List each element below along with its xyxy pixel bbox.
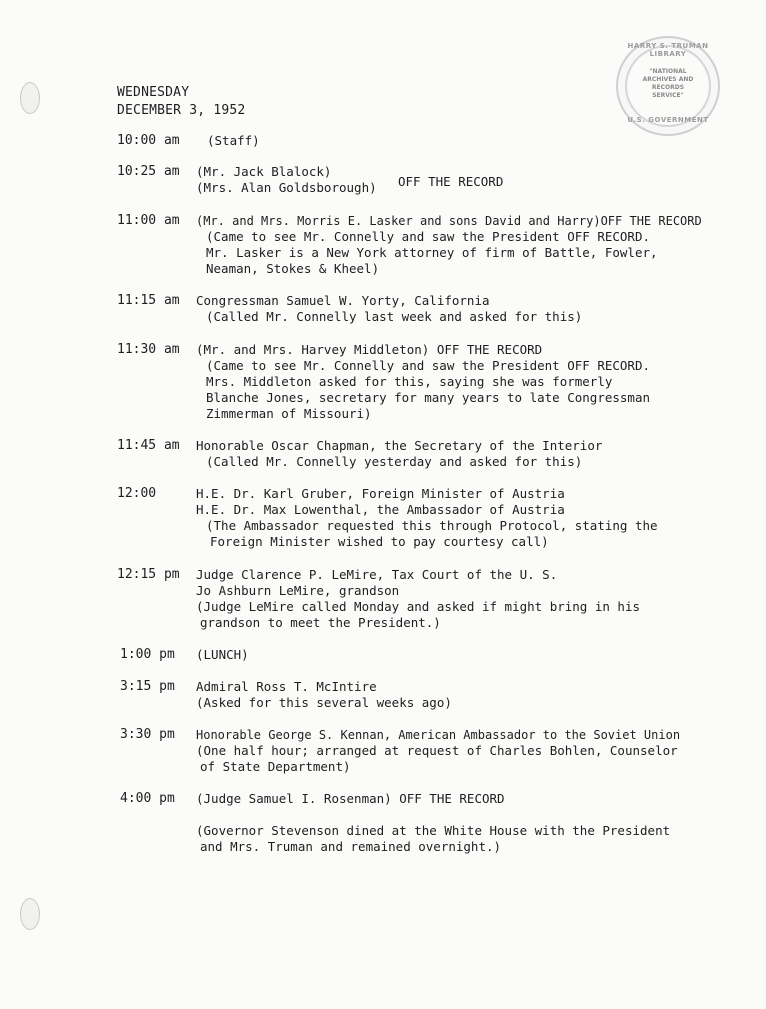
entry-line: (Called Mr. Connelly yesterday and asked for this) <box>206 454 583 469</box>
entry-line: Foreign Minister wished to pay courtesy call) <box>210 534 549 549</box>
entry-line: Honorable George S. Kennan, American Ambassador to the Soviet Union <box>196 728 681 742</box>
entry-line: (LUNCH) <box>196 647 249 662</box>
note-line: and Mrs. Truman and remained overnight.) <box>200 839 502 854</box>
entry-line: grandson to meet the President.) <box>200 615 441 630</box>
entry-time: 12:00 <box>117 486 157 501</box>
entry-line: (Mrs. Alan Goldsborough) <box>196 180 377 195</box>
entry-line: H.E. Dr. Karl Gruber, Foreign Minister of Austria <box>196 486 565 501</box>
entry-line: Zimmerman of Missouri) <box>206 406 372 421</box>
entry-time: 1:00 pm <box>120 647 175 662</box>
stamp-bottom-text: U.S. GOVERNMENT <box>627 116 709 124</box>
entry-time: 11:00 am <box>117 213 180 228</box>
entry-line: (Mr. and Mrs. Harvey Middleton) OFF THE RECORD <box>196 342 543 357</box>
off-record-tag: OFF THE RECORD <box>398 174 504 189</box>
entry-time: 4:00 pm <box>120 791 175 806</box>
punch-hole <box>20 898 40 930</box>
stamp-ring-text: HARRY S. TRUMAN LIBRARY <box>627 42 709 58</box>
entry-line: Congressman Samuel W. Yorty, California <box>196 293 490 308</box>
entry-time: 3:30 pm <box>120 727 175 742</box>
entry-line: Jo Ashburn LeMire, grandson <box>196 583 400 598</box>
punch-hole <box>20 82 40 114</box>
day-label: WEDNESDAY <box>117 85 190 100</box>
entry-line: H.E. Dr. Max Lowenthal, the Ambassador of Austria <box>196 502 565 517</box>
entry-line: (Judge LeMire called Monday and asked if might bring in his <box>196 599 641 614</box>
entry-time: 11:30 am <box>117 342 180 357</box>
entry-line: (Came to see Mr. Connelly and saw the President OFF RECORD. <box>206 358 651 373</box>
entry-line: (Mr. and Mrs. Morris E. Lasker and sons David and Harry)OFF THE RECORD <box>196 214 702 228</box>
entry-line: (Judge Samuel I. Rosenman) OFF THE RECORD <box>196 791 505 806</box>
entry-line: (Staff) <box>207 133 260 148</box>
entry-line: Mr. Lasker is a New York attorney of firm of Battle, Fowler, <box>206 245 658 260</box>
date-label: DECEMBER 3, 1952 <box>117 103 246 118</box>
page-header <box>117 84 245 120</box>
entry-line: of State Department) <box>200 759 351 774</box>
entry-line: Admiral Ross T. McIntire <box>196 679 377 694</box>
entry-line: (Mr. Jack Blalock) <box>196 164 332 179</box>
library-stamp <box>616 36 720 136</box>
entry-line: Mrs. Middleton asked for this, saying she was formerly <box>206 374 613 389</box>
entry-line: (Came to see Mr. Connelly and saw the President OFF RECORD. <box>206 229 651 244</box>
entry-line: (Asked for this several weeks ago) <box>196 695 452 710</box>
entry-line: (Called Mr. Connelly last week and asked for this) <box>206 309 583 324</box>
entry-time: 12:15 pm <box>117 567 180 582</box>
entry-line: Neaman, Stokes & Kheel) <box>206 261 380 276</box>
entry-line: Judge Clarence P. LeMire, Tax Court of the U. S. <box>196 567 558 582</box>
note-line: (Governor Stevenson dined at the White House with the President <box>196 823 671 838</box>
entry-time: 11:45 am <box>117 438 180 453</box>
entry-time: 3:15 pm <box>120 679 175 694</box>
entry-line: Honorable Oscar Chapman, the Secretary of the Interior <box>196 438 603 453</box>
stamp-inner-text: "NATIONAL ARCHIVES AND RECORDS SERVICE" <box>642 68 694 99</box>
entry-time: 11:15 am <box>117 293 180 308</box>
entry-line: (The Ambassador requested this through Protocol, stating the <box>206 518 658 533</box>
entry-line: (One half hour; arranged at request of Charles Bohlen, Counselor <box>196 743 678 758</box>
entry-time: 10:00 am <box>117 133 180 148</box>
entry-line: Blanche Jones, secretary for many years to late Congressman <box>206 390 651 405</box>
entry-time: 10:25 am <box>117 164 180 179</box>
